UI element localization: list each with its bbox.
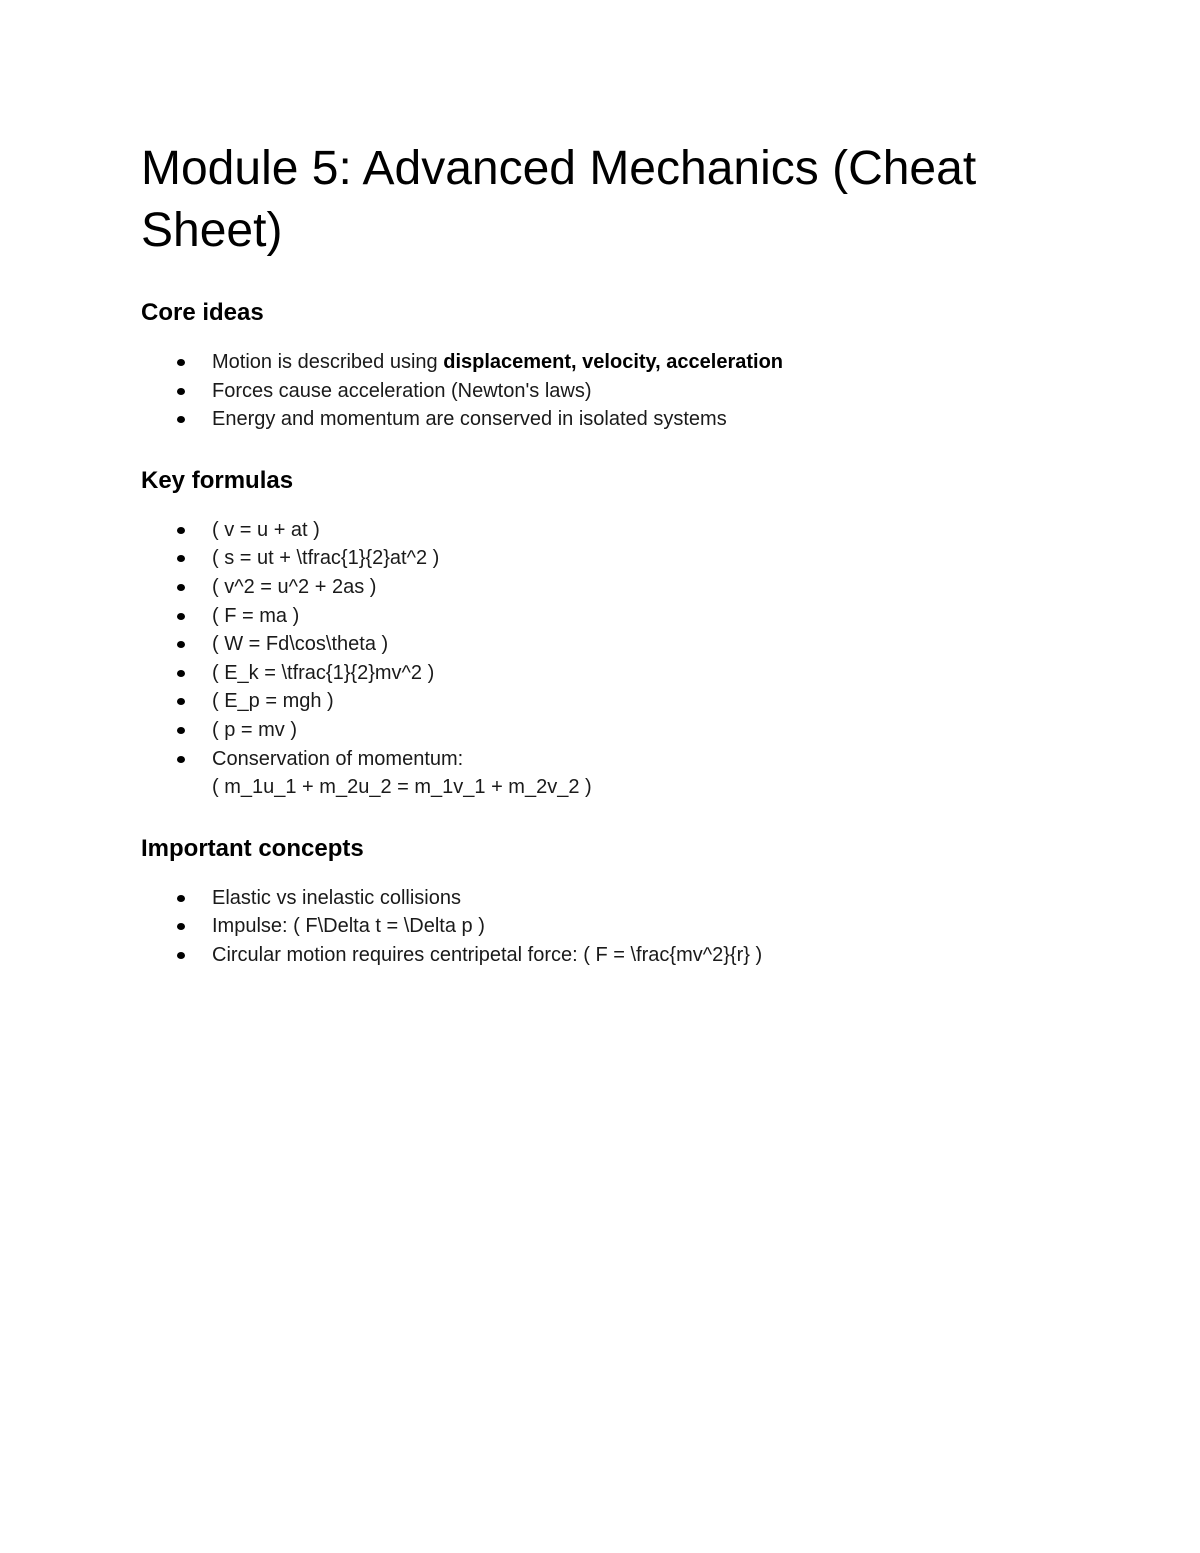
formula-text: ( p = mv ) (212, 718, 298, 741)
list-item (141, 405, 1041, 434)
list-item (141, 912, 1041, 941)
bullet-icon (177, 613, 185, 620)
list-item (141, 659, 1041, 688)
formula-text: ( F = ma ) (212, 604, 300, 627)
bullet-icon (177, 388, 185, 395)
bullet-icon (177, 756, 185, 763)
list-item (141, 348, 1041, 377)
list-item-text: Energy and momentum are conserved in isolated systems (212, 408, 727, 431)
bullet-icon (177, 698, 185, 705)
page-title: Module 5: Advanced Mechanics (Cheat Sheet) (141, 142, 977, 257)
key-formulas-list (141, 516, 1041, 802)
list-item-text: Motion is described using (212, 351, 444, 373)
formula-text: ( s = ut + \tfrac{1}{2}at^2 ) (212, 547, 440, 570)
list-item (141, 941, 1041, 970)
list-item (141, 884, 1041, 913)
bullet-icon (177, 923, 185, 930)
list-item-text: Circular motion requires centripetal force: ( F = \frac{mv^2}{r} ) (212, 943, 763, 966)
formula-text: ( E_k = \tfrac{1}{2}mv^2 ) (212, 661, 435, 684)
important-concepts-list (141, 884, 1041, 970)
list-item (141, 745, 1041, 802)
list-item-text: Impulse: ( F\Delta t = \Delta p ) (212, 915, 485, 938)
conservation-formula: ( m_1u_1 + m_2u_2 = m_1v_1 + m_2v_2 ) (212, 776, 592, 799)
formula-text: ( v^2 = u^2 + 2as ) (212, 575, 377, 598)
conservation-label: Conservation of momentum: (212, 747, 464, 770)
bullet-icon (177, 416, 185, 423)
list-item (141, 516, 1041, 545)
section-heading-important-concepts: Important concepts (141, 834, 364, 862)
list-item (141, 544, 1041, 573)
list-item (141, 630, 1041, 659)
section-heading-core-ideas: Core ideas (141, 299, 264, 326)
list-item-bold-text: displacement, velocity, acceleration (443, 351, 784, 373)
bullet-icon (177, 555, 185, 562)
bullet-icon (177, 670, 185, 677)
document-content (141, 138, 1041, 1002)
list-item (141, 716, 1041, 745)
formula-text: ( v = u + at ) (212, 518, 320, 541)
formula-text: ( E_p = mgh ) (212, 690, 334, 713)
bullet-icon (177, 527, 185, 534)
list-item (141, 602, 1041, 631)
section-heading-key-formulas: Key formulas (141, 466, 294, 494)
bullet-icon (177, 359, 185, 366)
bullet-icon (177, 641, 185, 648)
list-item (141, 687, 1041, 716)
list-item-text: Elastic vs inelastic collisions (212, 886, 461, 909)
list-item (141, 377, 1041, 406)
bullet-icon (177, 584, 185, 591)
bullet-icon (177, 895, 185, 902)
list-item (141, 573, 1041, 602)
bullet-icon (177, 952, 185, 959)
list-item-text: Forces cause acceleration (Newton's laws) (212, 379, 592, 402)
formula-text: ( W = Fd\cos\theta ) (212, 633, 389, 656)
core-ideas-list (141, 348, 1041, 434)
bullet-icon (177, 727, 185, 734)
